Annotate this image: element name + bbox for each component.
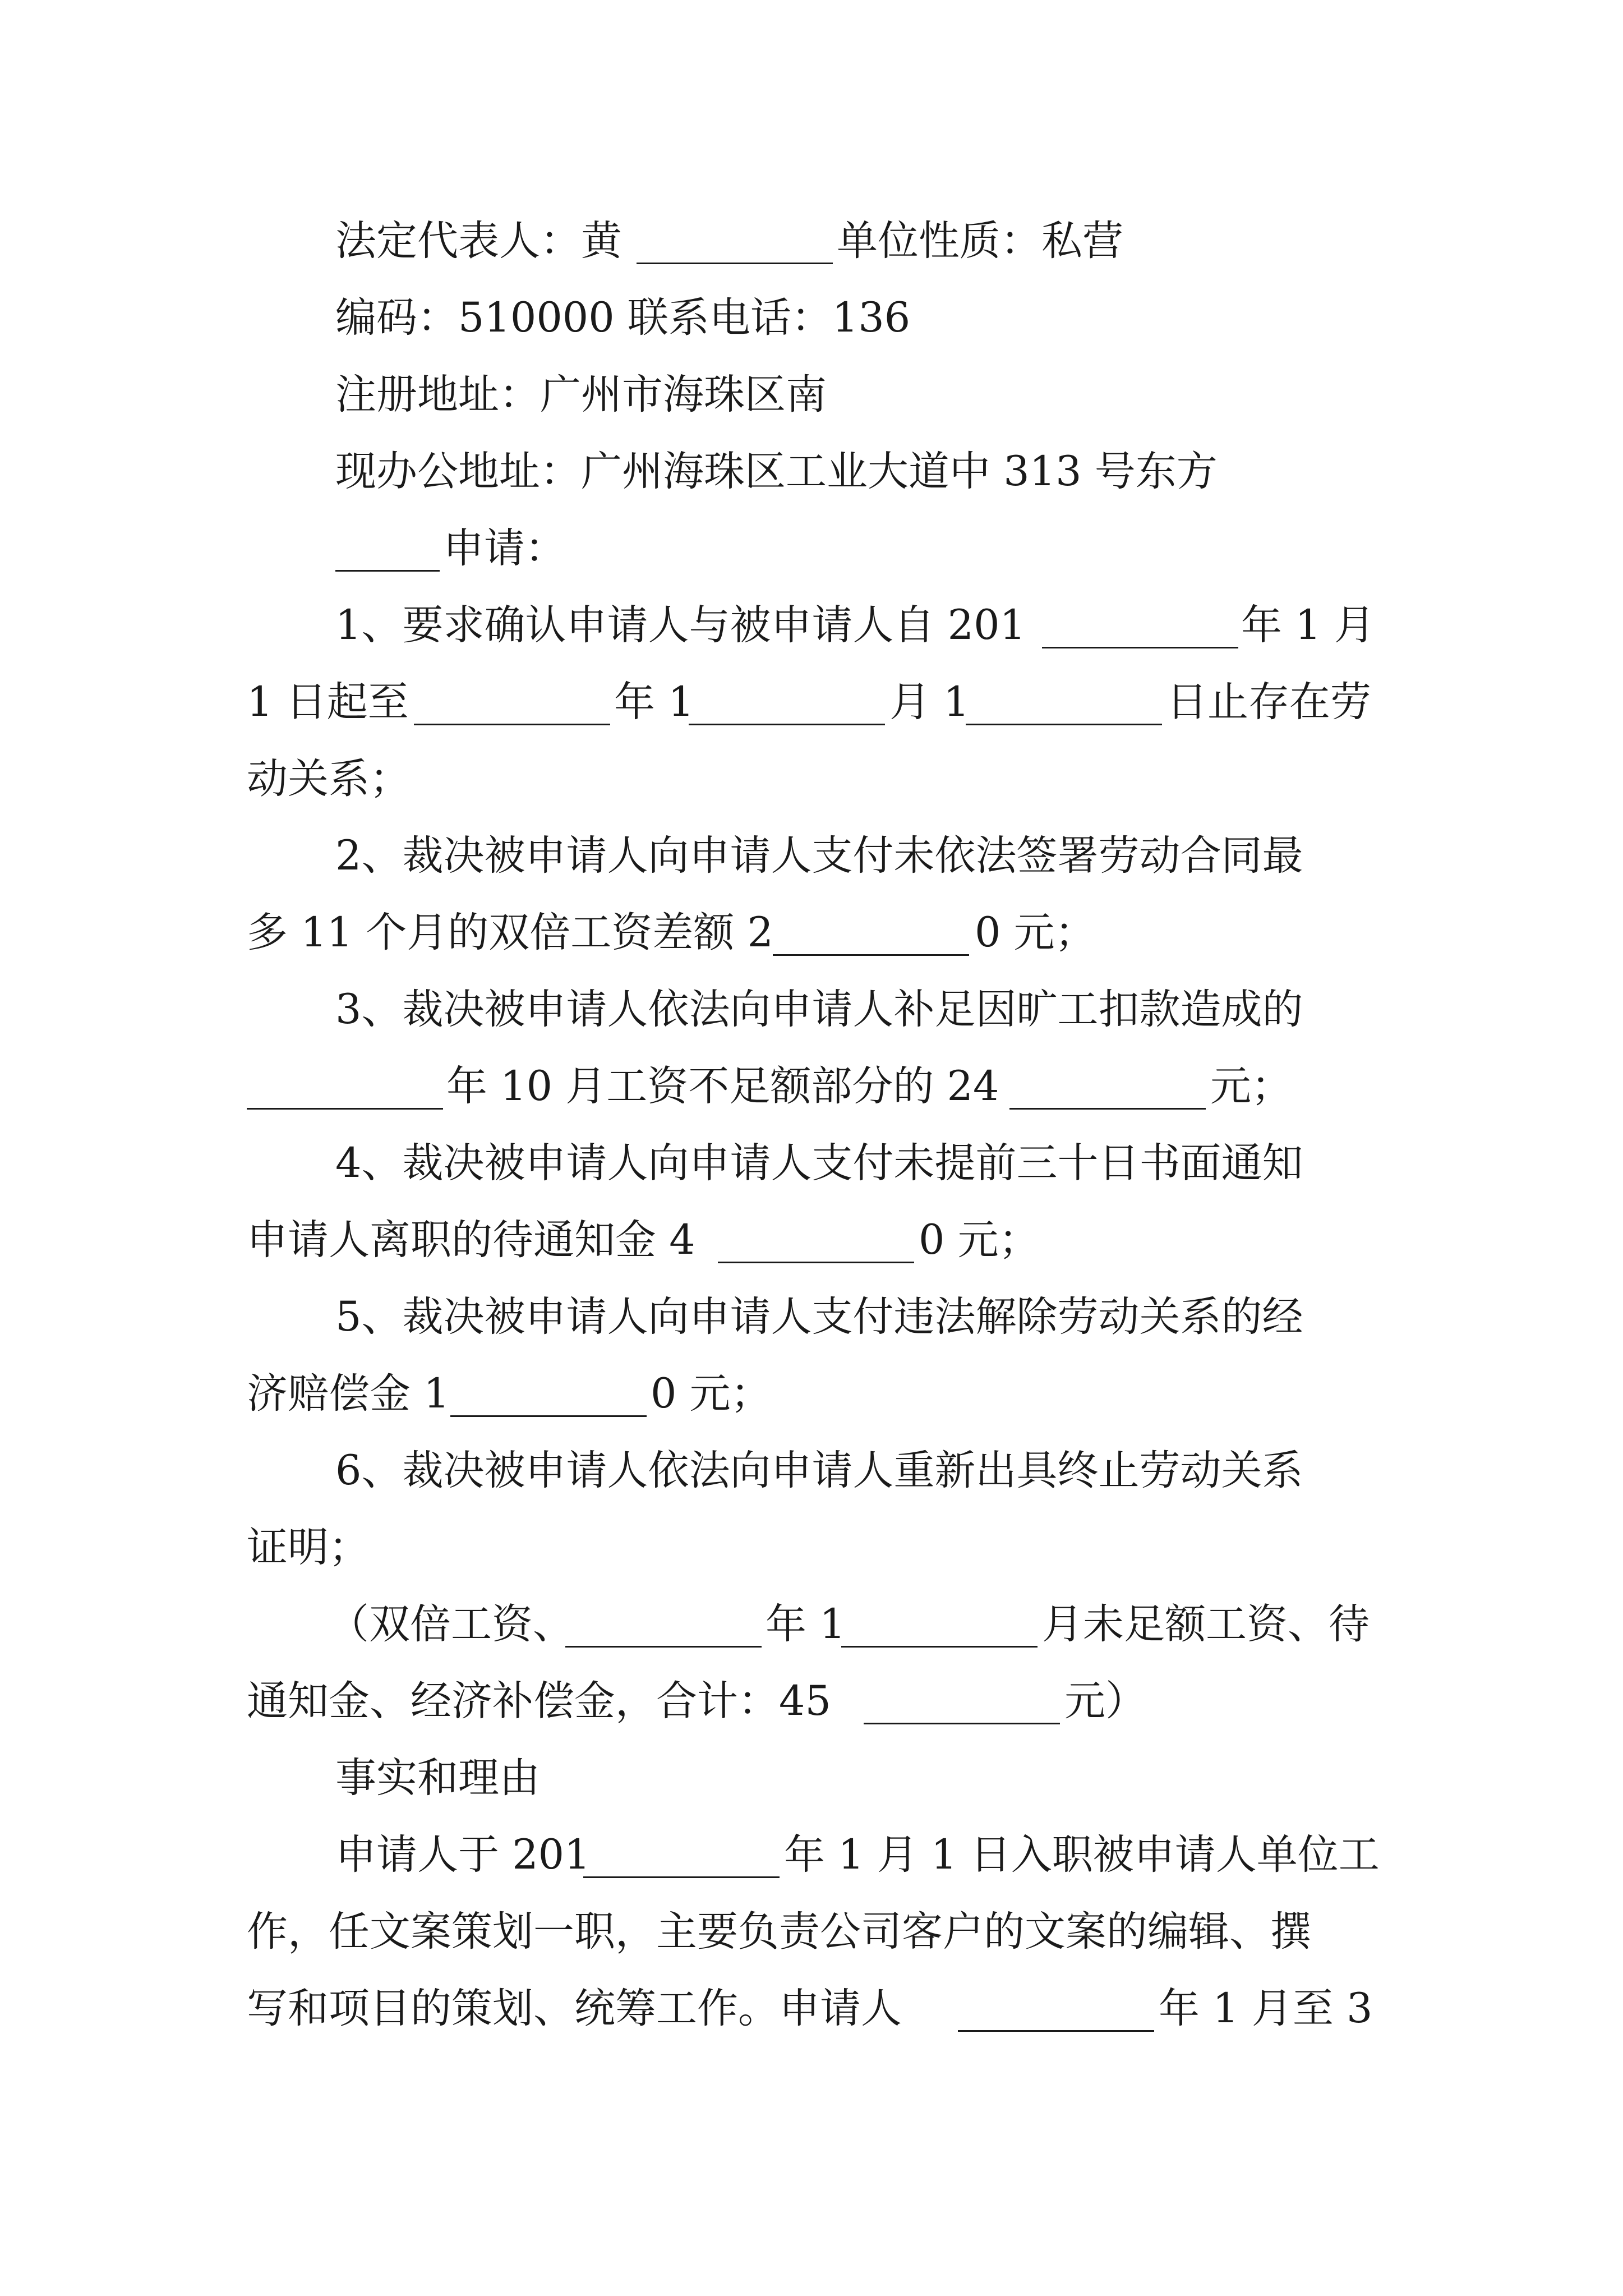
item5-line1	[0, 1278, 1623, 1356]
request-heading: 申请：	[443, 524, 566, 572]
registered-address-line	[0, 356, 1623, 434]
text-segment: 年 1 月至 3	[1159, 1985, 1373, 2032]
fill-in-blank	[689, 724, 885, 725]
item2-line1	[0, 817, 1623, 895]
text-segment: 现办公地址：广州海珠区工业大道中 313 号东方	[335, 448, 1218, 495]
text-segment: 4、裁决被申请人向申请人支付未提前三十日书面通知	[335, 1139, 1303, 1187]
text-segment: 年 10 月工资不足额部分的 24	[446, 1062, 999, 1110]
item4-line1	[0, 1124, 1623, 1203]
fill-in-blank	[773, 954, 969, 956]
fill-in-blank	[958, 2030, 1154, 2032]
item3-line2	[0, 1047, 1623, 1126]
text-segment: 动关系；	[247, 755, 411, 803]
fill-in-blank	[583, 1876, 780, 1878]
text-segment: 作，任文案策划一职，主要负责公司客户的文案的编辑、撰	[247, 1908, 1311, 1955]
text-segment: 元）	[1064, 1677, 1146, 1725]
text-segment: 年 1 月 1 日入职被申请人单位工	[784, 1831, 1380, 1879]
text-segment: 写和项目的策划、统筹工作。申请人	[247, 1985, 902, 2032]
text-segment: 多 11 个月的双倍工资差额 2	[247, 909, 773, 956]
total-line2	[0, 1662, 1623, 1741]
facts-heading-line	[0, 1739, 1623, 1818]
fill-in-blank	[966, 724, 1162, 725]
text-segment: 证明；	[247, 1524, 370, 1571]
text-segment: 申请人于 201	[335, 1831, 591, 1879]
text-segment: 年 1	[614, 678, 694, 726]
item6-line2	[0, 1508, 1623, 1587]
fill-in-blank	[718, 1262, 914, 1263]
item1-line3	[0, 740, 1623, 818]
fill-in-blank	[1009, 1108, 1206, 1110]
item4-line2	[0, 1201, 1623, 1280]
text-segment: 法定代表人：黄	[335, 217, 622, 265]
item6-line1	[0, 1432, 1623, 1510]
fill-in-blank	[335, 570, 440, 572]
text-segment: 3、裁决被申请人依法向申请人补足因旷工扣款造成的	[335, 986, 1303, 1033]
text-segment: 注册地址：广州市海珠区南	[335, 371, 827, 418]
text-segment: 5、裁决被申请人向申请人支付违法解除劳动关系的经	[335, 1293, 1303, 1341]
fill-in-blank	[864, 1723, 1060, 1724]
request-heading-line	[0, 509, 1623, 588]
fill-in-blank	[1042, 647, 1238, 648]
text-segment: 日止存在劳	[1166, 678, 1371, 726]
facts-line3	[0, 1970, 1623, 2048]
fill-in-blank	[841, 1646, 1038, 1648]
item3-line1	[0, 970, 1623, 1049]
text-segment: 年 1	[766, 1600, 846, 1648]
text-segment: 1 日起至	[247, 678, 409, 726]
item1-line1	[0, 586, 1623, 665]
text-segment: 0 元；	[919, 1216, 1040, 1264]
text-segment: 0 元；	[975, 909, 1096, 956]
item1-line2	[0, 663, 1623, 742]
fill-in-blank	[450, 1415, 647, 1417]
item2-line2	[0, 894, 1623, 972]
text-segment: 通知金、经济补偿金，合计：45	[247, 1677, 831, 1725]
total-line1	[0, 1585, 1623, 1664]
text-segment: 6、裁决被申请人依法向申请人重新出具终止劳动关系	[335, 1447, 1303, 1494]
text-segment: 月 1	[889, 678, 970, 726]
text-segment: 0 元；	[651, 1370, 772, 1418]
text-segment: （双倍工资、	[328, 1600, 574, 1648]
fill-in-blank	[247, 1108, 443, 1110]
legal-rep-line	[0, 202, 1623, 280]
text-segment: 申请人离职的待通知金 4	[247, 1216, 695, 1264]
text-segment: 单位性质：私营	[837, 217, 1123, 265]
facts-line1	[0, 1816, 1623, 1894]
facts-heading: 事实和理由	[335, 1754, 540, 1802]
fill-in-blank	[414, 724, 610, 725]
text-segment: 编码：510000 联系电话：136	[335, 294, 911, 342]
text-segment: 月未足额工资、待	[1042, 1600, 1370, 1648]
code-phone-line	[0, 279, 1623, 357]
office-address-line	[0, 432, 1623, 511]
text-segment: 2、裁决被申请人向申请人支付未依法签署劳动合同最	[335, 832, 1303, 880]
fill-in-blank	[565, 1646, 762, 1648]
text-segment: 1、要求确认申请人与被申请人自 201	[335, 601, 1026, 649]
facts-line2	[0, 1893, 1623, 1971]
fill-in-blank	[637, 263, 833, 264]
text-segment: 元；	[1210, 1062, 1292, 1110]
item5-line2	[0, 1355, 1623, 1433]
text-segment: 年 1 月	[1241, 601, 1375, 649]
text-segment: 济赔偿金 1	[247, 1370, 450, 1418]
